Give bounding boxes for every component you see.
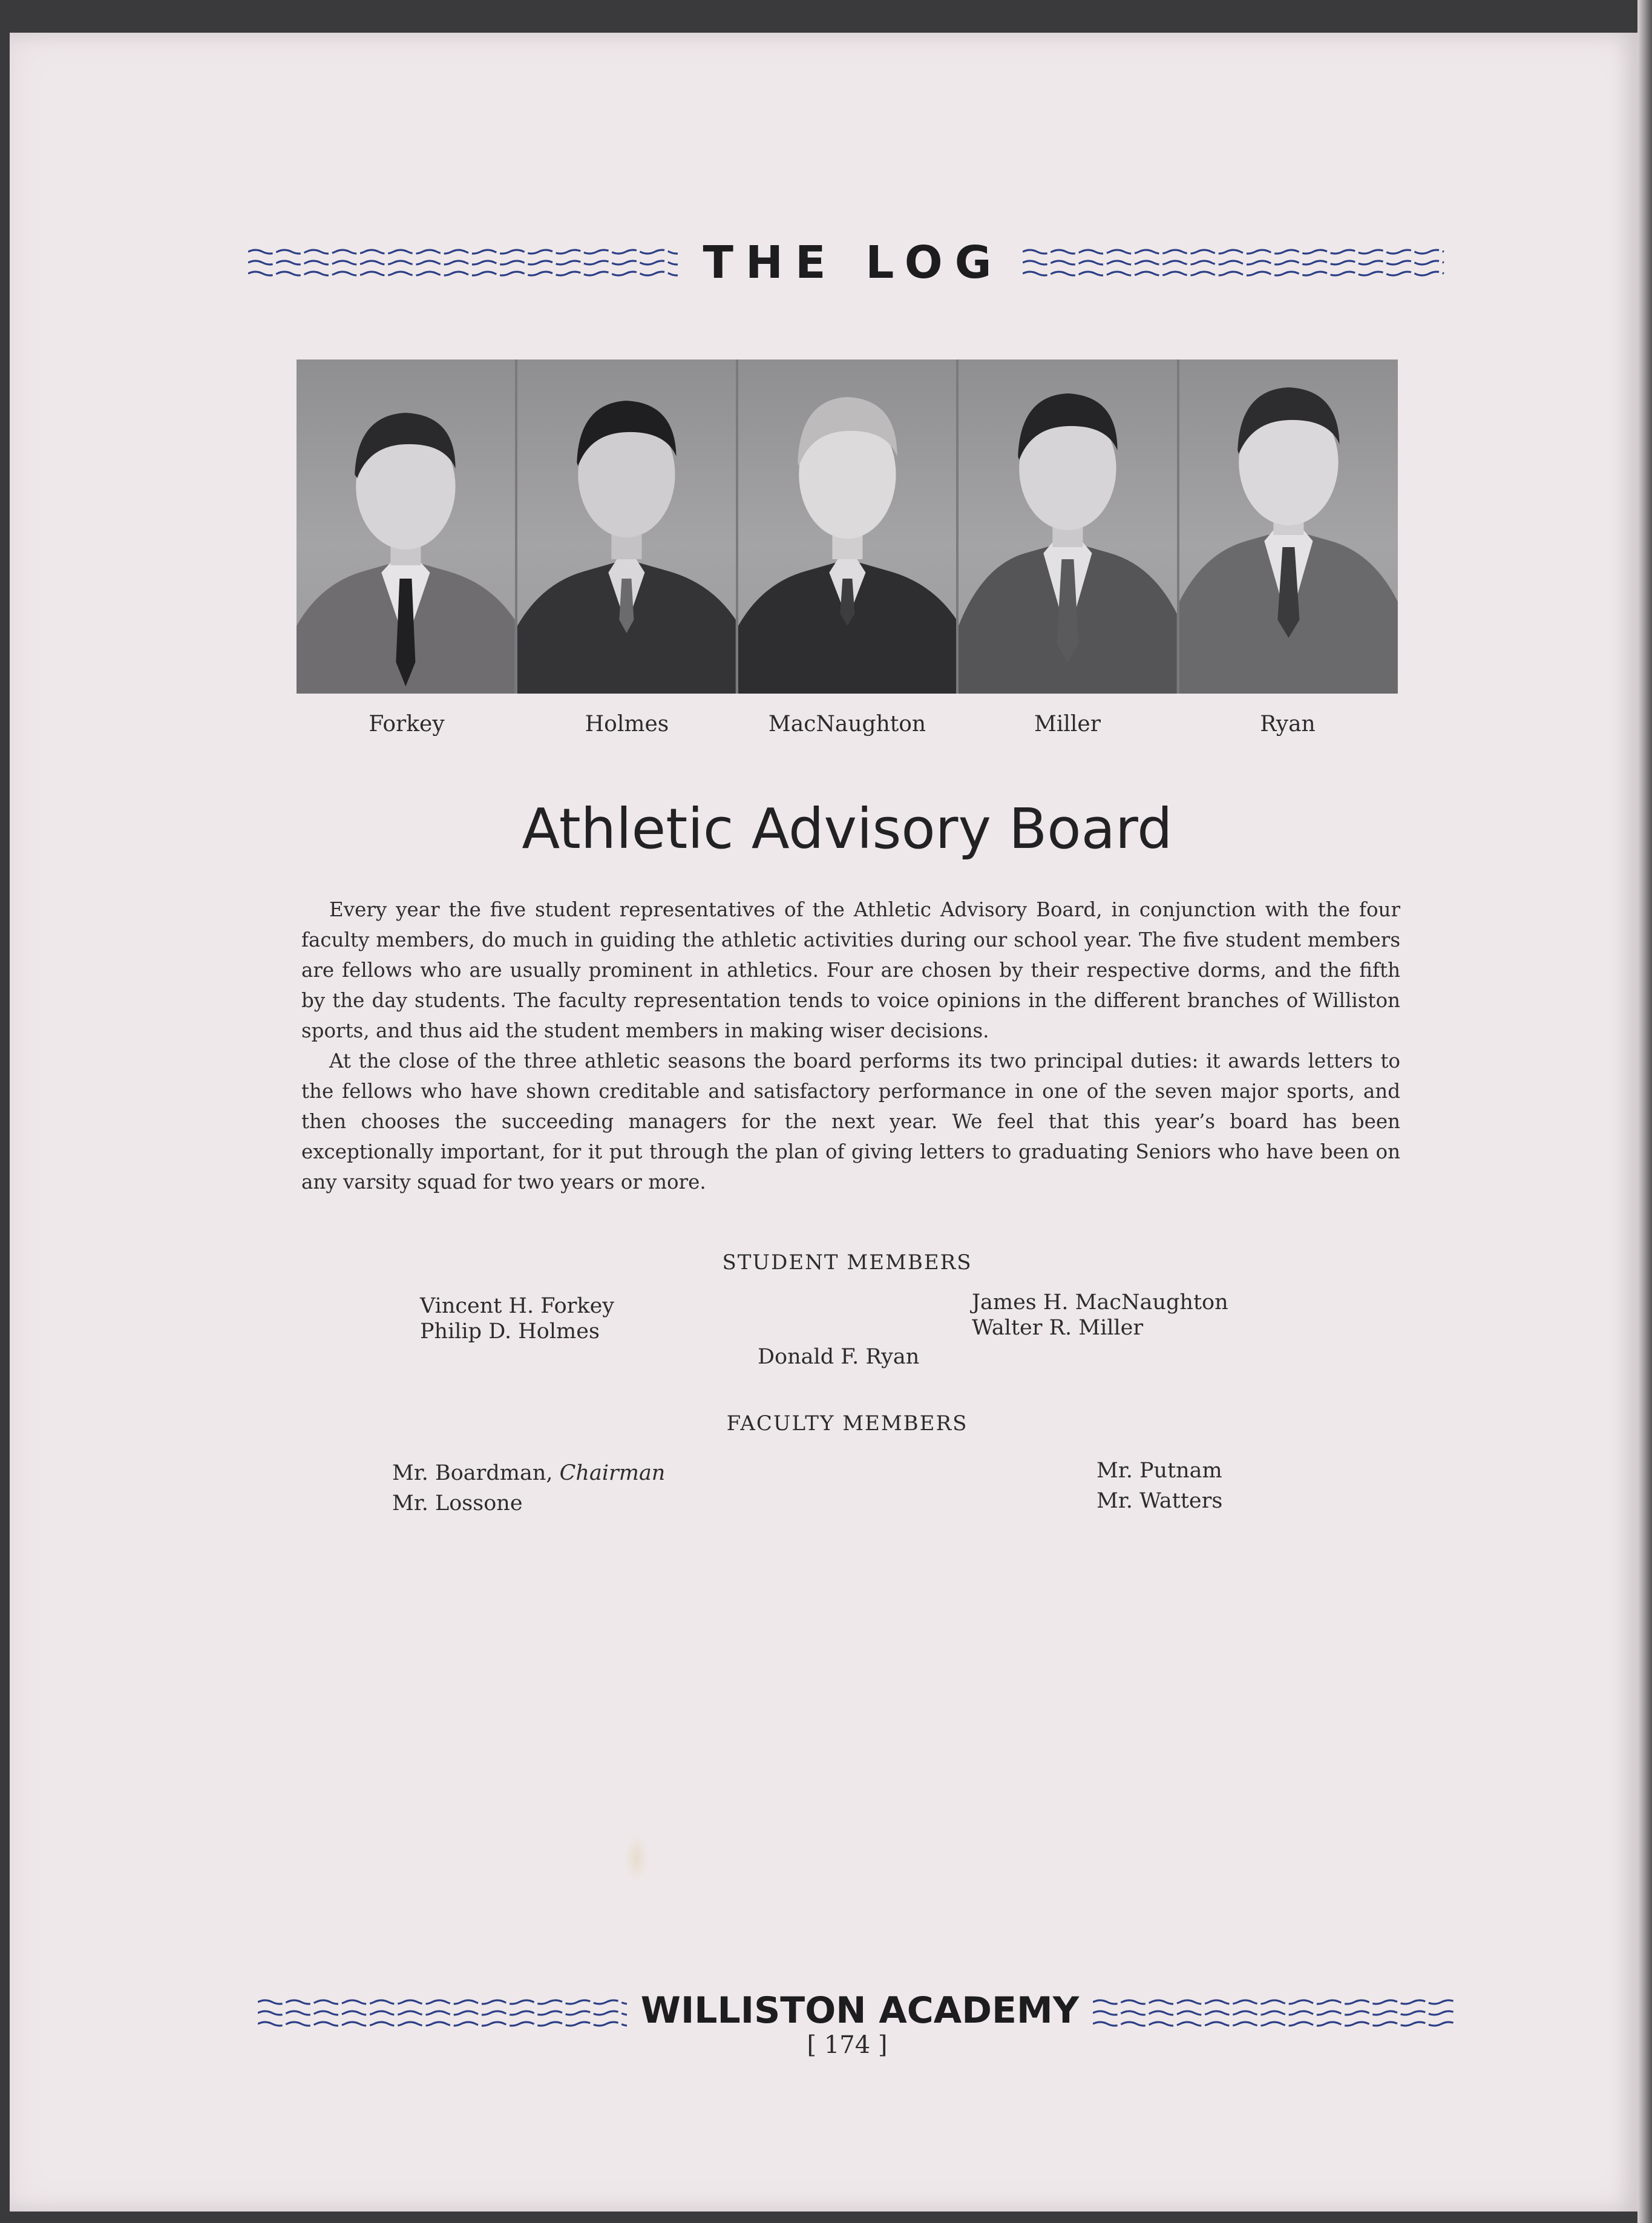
page-footer (258, 1986, 1456, 2035)
page-number: [ 174 ] (807, 2031, 888, 2059)
portrait-caption: Holmes (585, 712, 669, 737)
faculty-member-name: Mr. Lossone (392, 1491, 523, 1515)
wave-ornament-right (1093, 1995, 1456, 2028)
portrait-strip (297, 360, 1398, 694)
wave-ornament-left (248, 247, 678, 280)
portrait-photo (738, 360, 957, 694)
portrait-caption: Forkey (369, 712, 445, 737)
student-member-name: James H. MacNaughton (972, 1290, 1228, 1315)
book-spine-edge (1637, 0, 1652, 2223)
student-member-name: Walter R. Miller (972, 1316, 1144, 1340)
faculty-member-name-text: Mr. Boardman, (392, 1461, 553, 1485)
portrait-caption: MacNaughton (768, 712, 926, 737)
student-member-name: Philip D. Holmes (420, 1319, 600, 1344)
faculty-member-role: Chairman (559, 1461, 666, 1485)
article-paragraph: Every year the five student representatives of the Athletic Advisory Board, in conjunction with the four faculty members, do much in guiding the athletic activities during our school year. The five student members are fellows who are usually prominent in athletics. Four are chosen by their respective dorms, and the fifth by the day students. The faculty representation tends to voice opinions in the different branches of Williston sports, and thus aid the student members in making wiser decisions. (301, 898, 1400, 1042)
yearbook-page (10, 33, 1637, 2212)
portrait-captions (297, 712, 1398, 737)
article-body (301, 895, 1400, 1197)
page-header (248, 238, 1446, 287)
portrait-photo (517, 360, 736, 694)
article-title: Athletic Advisory Board (522, 796, 1173, 861)
portrait-photo (297, 360, 515, 694)
portrait-caption: Ryan (1260, 712, 1316, 737)
faculty-members-heading: FACULTY MEMBERS (726, 1411, 968, 1436)
student-member-name: Donald F. Ryan (758, 1345, 920, 1369)
faculty-member-name (392, 1459, 665, 1488)
portrait-caption: Miller (1034, 712, 1101, 737)
page-header-title: THE LOG (703, 237, 1004, 289)
page-footer-title: WILLISTON ACADEMY (640, 1989, 1080, 2032)
portrait-photo (1179, 360, 1398, 694)
portrait-photo (959, 360, 1177, 694)
student-member-name: Vincent H. Forkey (420, 1294, 615, 1318)
student-members-heading: STUDENT MEMBERS (722, 1250, 972, 1275)
wave-ornament-right (1023, 247, 1446, 280)
faculty-member-name: Mr. Watters (1096, 1489, 1223, 1513)
paper-stain (624, 1834, 649, 1882)
article-paragraph: At the close of the three athletic seasons the board performs its two principal duties: it awards letters to the fellows who have shown creditable and satisfactory performance in one of the seven major sports, and then chooses the succeeding managers for the next year. We feel that this year’s board has been exceptionally important, for it put through the plan of giving letters to graduating Seniors who have been on any varsity squad for two years or more. (301, 1049, 1400, 1194)
wave-ornament-left (258, 1995, 627, 2028)
faculty-member-name: Mr. Putnam (1096, 1459, 1222, 1483)
